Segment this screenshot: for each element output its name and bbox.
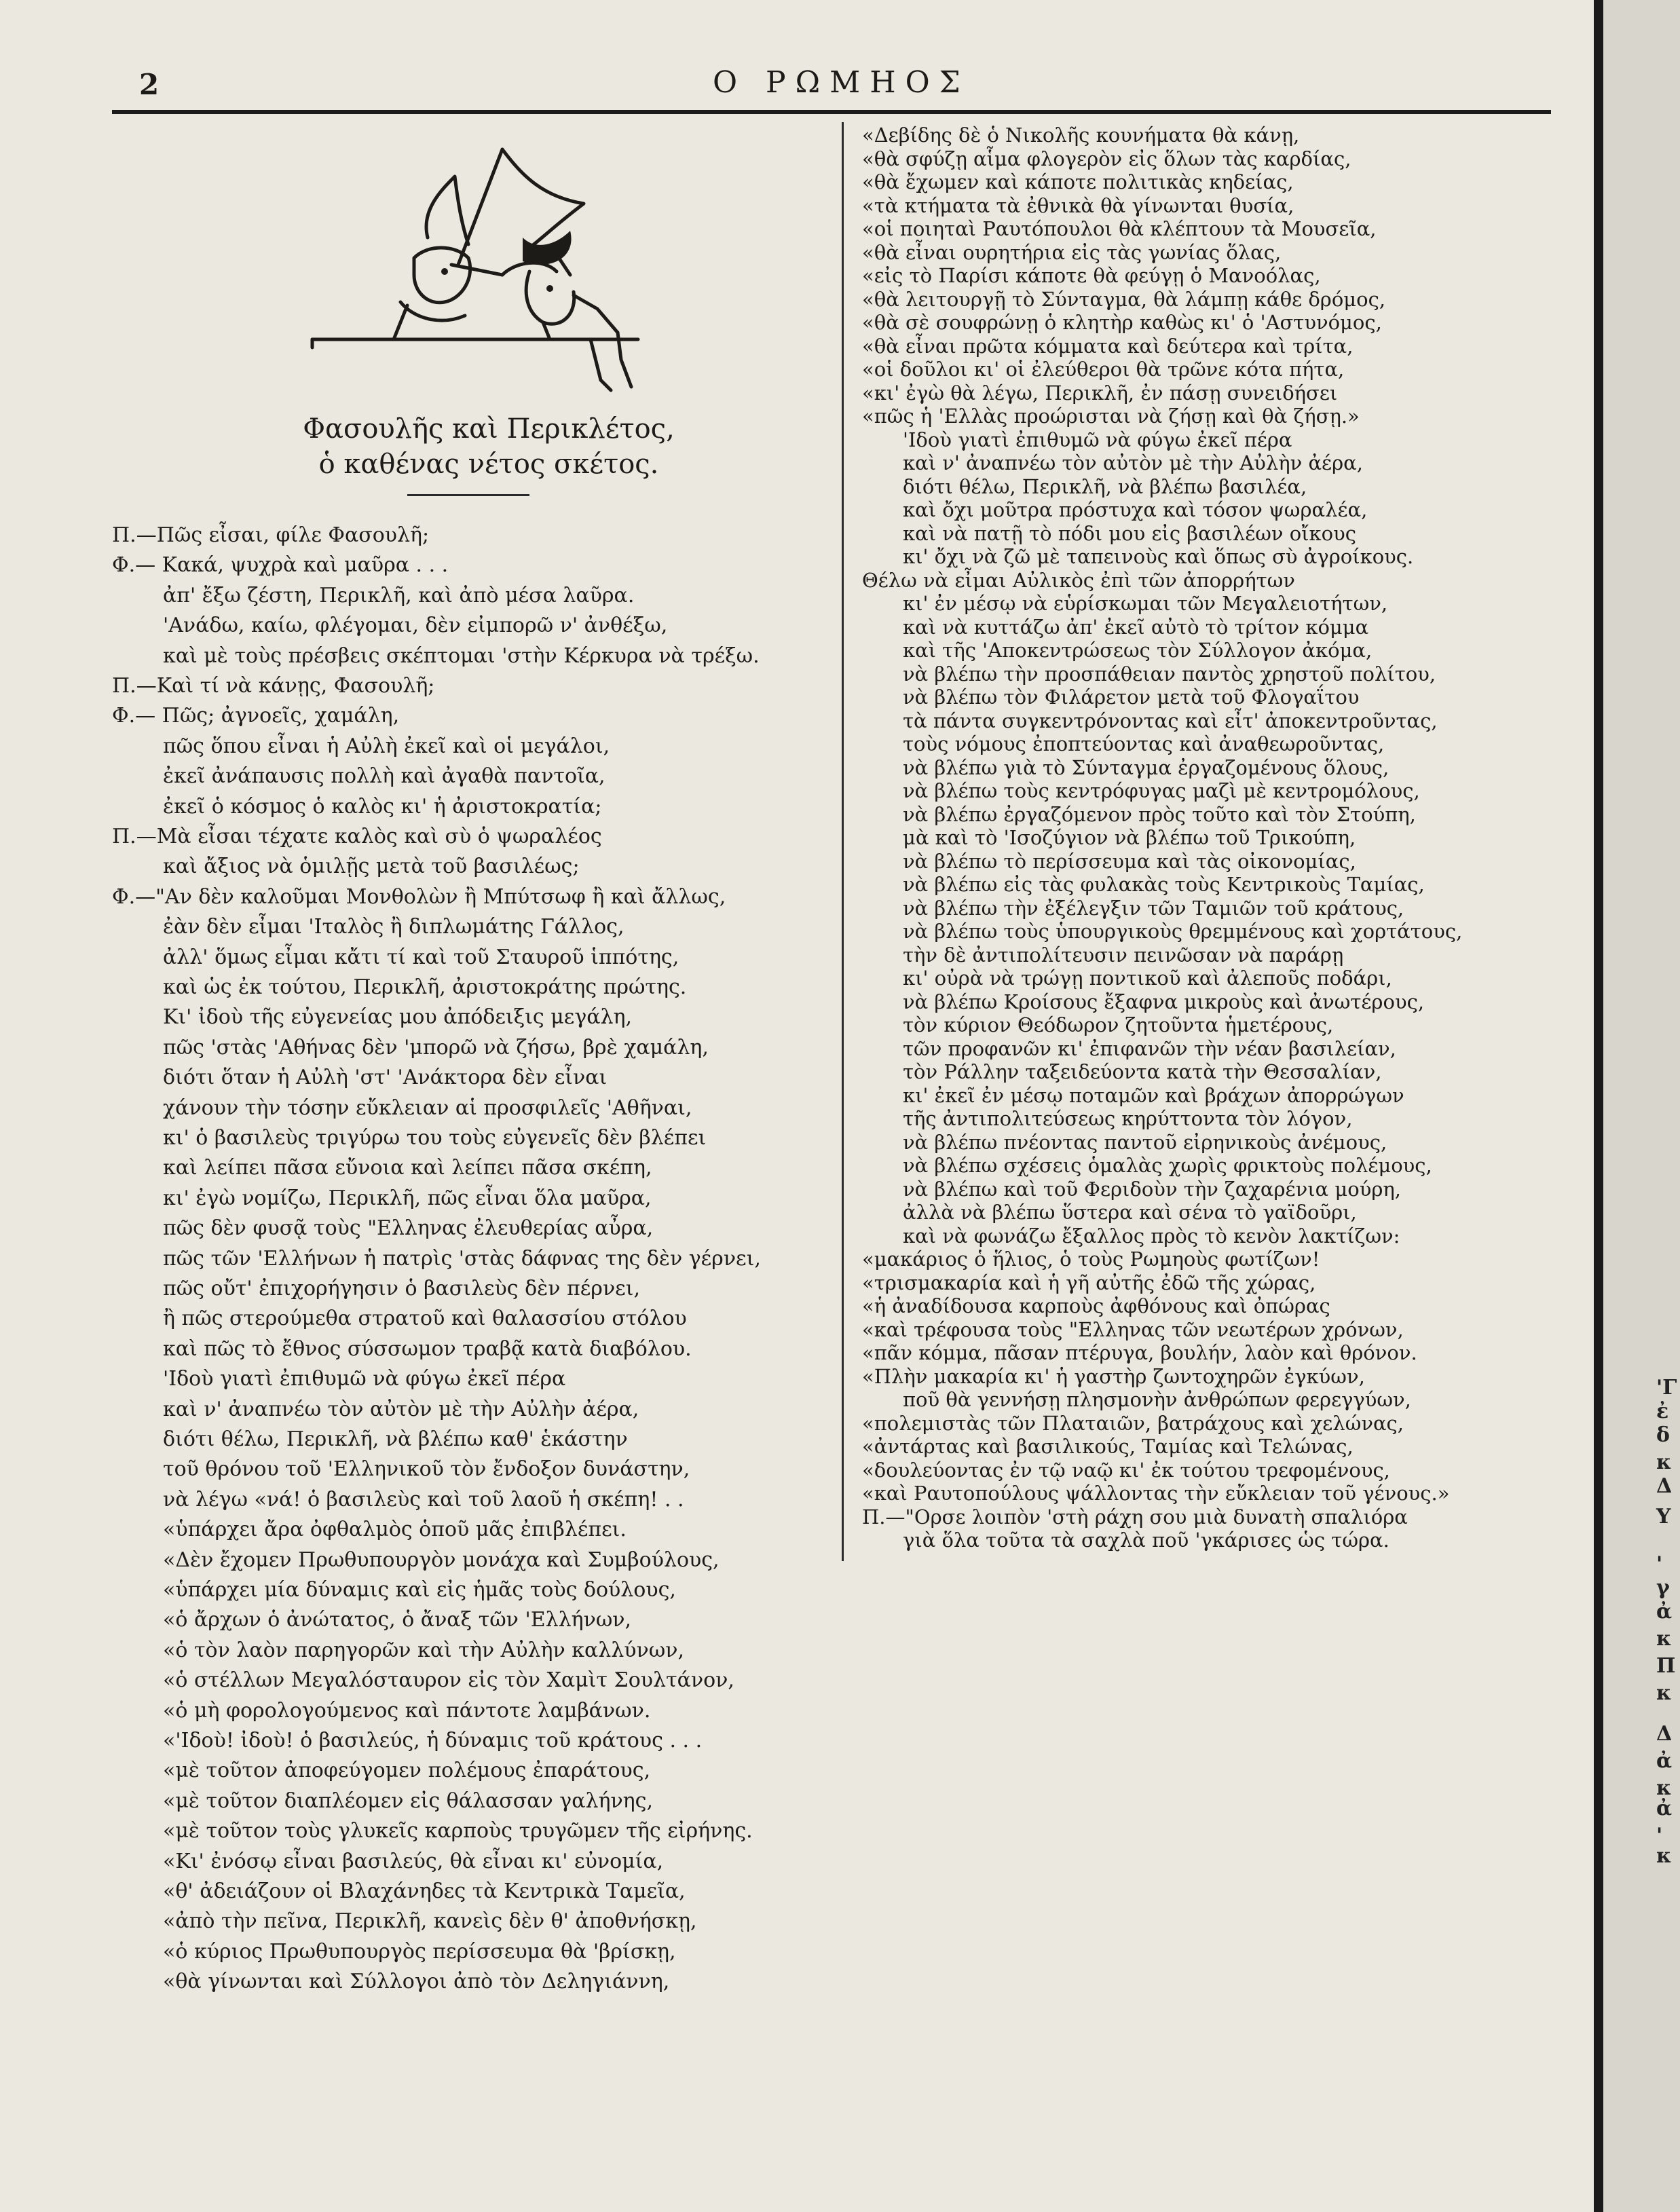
verse-line: καὶ ὡς ἐκ τούτου, Περικλῆ, ἀριστοκράτης πρώτης. [163,975,687,999]
verse-line: Θέλω νὰ εἶμαι Αὐλικὸς ἐπὶ τῶν ἀπορρήτων [862,568,1295,592]
verse-line: νὰ βλέπω γιὰ τὸ Σύνταγμα ἐργαζομένους ὅλους, [903,755,1389,779]
verse-line: «πῶς ἡ 'Ελλὰς προώρισται νὰ ζήσῃ καὶ θὰ ζήσῃ.» [862,405,1360,428]
verse-line: «ἡ ἀναδίδουσα καρποὺς ἀφθόνους καὶ ὀπώρας [862,1294,1330,1317]
verse-line: καὶ νὰ φωνάζω ἔξαλλος πρὸς τὸ κενὸν λακτίζων: [903,1224,1400,1248]
header-rule [112,110,1551,114]
adjacent-page-text-fragment: Δ [1656,1474,1673,1498]
verse-line: 'Ανάδω, καίω, φλέγομαι, δὲν εἰμπορῶ ν' ἀνθέξω, [163,614,668,638]
verse-line: «ὁ ἄρχων ὁ ἀνώτατος, ὁ ἄναξ τῶν 'Ελλήνων, [163,1608,632,1632]
verse-line: νὰ βλέπω σχέσεις ὁμαλὰς χωρὶς φρικτοὺς πολέμους, [903,1154,1432,1177]
verse-line: καὶ πῶς τὸ ἔθνος σύσσωμον τραβᾷ κατὰ διαβόλου. [163,1336,692,1361]
illustration-caption-line-1: Φασουλῆς καὶ Περικλέτος, [303,413,675,445]
verse-line: Κι' ἰδοὺ τῆς εὐγενείας μου ἀπόδειξις μεγάλη, [163,1005,633,1030]
verse-line: «'Ιδοὺ! ἰδοὺ! ὁ βασιλεύς, ἡ δύναμις τοῦ κράτους . . . [163,1729,703,1752]
verse-line: μὰ καὶ τὸ 'Ισοζύγιον νὰ βλέπω τοῦ Τρικούπη, [903,826,1356,849]
verse-line: «θὰ λειτουργῇ τὸ Σύνταγμα, θὰ λάμπῃ κάθε δρόμος, [862,287,1386,311]
verse-line: τὸν Ράλλην ταξειδεύοντα κατὰ τὴν Θεσσαλίαν, [903,1060,1382,1083]
verse-line: νὰ βλέπω τὸν Φιλάρετον μετὰ τοῦ Φλογαΐτου [903,686,1360,709]
verse-line: καὶ νὰ πατῇ τὸ πόδι μου εἰς βασιλέων οἴκους [903,521,1357,545]
verse-line: νὰ βλέπω τὴν προσπάθειαν παντὸς χρηστοῦ πολίτου, [903,662,1436,686]
verse-line: πῶς τῶν 'Ελλήνων ἡ πατρὶς 'στὰς δάφνας της δὲν γέρνει, [163,1246,761,1271]
verse-line: κι' ὄχι νὰ ζῶ μὲ ταπεινοὺς καὶ ὅπως σὺ ἀγροίκους. [903,545,1414,568]
verse-line: διότι ὅταν ἡ Αὐλὴ 'στ' 'Ανάκτορα δὲν εἶναι [163,1066,608,1090]
verse-line: ἐὰν δὲν εἶμαι 'Ιταλὸς ἢ διπλωμάτης Γάλλος, [163,915,624,939]
verse-line: «τὰ κτήματα τὰ ἐθνικὰ θὰ γίνωνται θυσία, [862,193,1294,217]
verse-line: «ὁ μὴ φορολογούμενος καὶ πάντοτε λαμβάνων. [163,1698,651,1723]
verse-line: γιὰ ὅλα τοῦτα τὰ σαχλὰ ποῦ 'γκάρισες ὡς τώρα. [903,1529,1389,1552]
adjacent-page-text-fragment: Υ [1656,1505,1671,1529]
verse-line: «μὲ τοῦτον διαπλέομεν εἰς θάλασσαν γαλήνης, [163,1788,653,1813]
verse-line: «τρισμακαρία καὶ ἡ γῆ αὐτῆς ἐδῶ τῆς χώρας, [862,1271,1316,1294]
adjacent-page-text-fragment: ' [1656,1824,1663,1848]
verse-line: Π.—Καὶ τί νὰ κάνῃς, Φασουλῆ; [112,674,435,698]
verse-line: τοὺς νόμους ἐποπτεύοντας καὶ ἀναθεωροῦντας, [903,732,1385,755]
verse-line: κι' ὁ βασιλεὺς τριγύρω του τοὺς εὐγενεῖς δὲν βλέπει [163,1126,707,1150]
verse-line: «καὶ Ραυτοπούλους ψάλλοντας τὴν εὔκλειαν τοῦ γένους.» [862,1482,1450,1505]
verse-line: τῆς ἀντιπολιτεύσεως κηρύττοντα τὸν λόγον, [903,1107,1353,1130]
page-spine-shadow [1594,0,1603,2212]
verse-line: «ὁ στέλλων Μεγαλόσταυρον εἰς τὸν Χαμὶτ Σουλτάνον, [163,1668,734,1693]
verse-line: «δουλεύοντας ἐν τῷ ναῷ κι' ἐκ τούτου τρεφομένους, [862,1458,1390,1482]
column-divider [842,122,844,1561]
verse-line: «ὁ τὸν λαὸν παρηγορῶν καὶ τὴν Αὐλὴν καλλύνων, [163,1638,685,1662]
verse-line: 'Ιδοὺ γιατὶ ἐπιθυμῶ νὰ φύγω ἐκεῖ πέρα [903,428,1292,451]
verse-line: πῶς ὅπου εἶναι ἡ Αὐλὴ ἐκεῖ καὶ οἱ μεγάλοι, [163,734,610,758]
page-number: 2 [139,68,160,101]
verse-line: «εἰς τὸ Παρίσι κάποτε θὰ φεύγῃ ὁ Μανοόλας, [862,264,1321,287]
verse-line: χάνουν τὴν τόσην εὔκλειαν αἱ προσφιλεῖς 'Αθῆναι, [163,1095,692,1120]
verse-line: κι' ἐν μέσῳ νὰ εὑρίσκωμαι τῶν Μεγαλειοτήτων, [903,592,1388,615]
verse-line: «πολεμιστὰς τῶν Πλαταιῶν, βατράχους καὶ χελώνας, [862,1411,1404,1435]
adjacent-page-text-fragment: Δ [1656,1722,1673,1746]
verse-line: νὰ βλέπω τὸ περίσσευμα καὶ τὰς οἰκονομίας, [903,849,1356,873]
verse-line: «θὰ εἶναι ουρητήρια εἰς τὰς γωνίας ὅλας, [862,240,1282,264]
verse-line: ἐκεῖ ὁ κόσμος ὁ καλὸς κι' ἡ ἀριστοκρατία; [163,794,602,819]
adjacent-page-text-fragment: δ [1656,1423,1670,1447]
verse-line: «θὰ γίνωνται καὶ Σύλλογοι ἀπὸ τὸν Δεληγιάννη, [163,1970,670,1994]
verse-line: «μὲ τοῦτον ἀποφεύγομεν πολέμους ἐπαράτους, [163,1759,651,1783]
verse-line: διότι θέλω, Περικλῆ, νὰ βλέπω βασιλέα, [903,474,1307,498]
verse-line: καὶ μὲ τοὺς πρέσβεις σκέπτομαι 'στὴν Κέρκυρα νὰ τρέξω. [163,643,760,668]
verse-line: «θὰ σὲ σουφρώνῃ ὁ κλητὴρ καθὼς κι' ὁ 'Αστυνόμος, [862,311,1382,334]
verse-line: «πᾶν κόμμα, πᾶσαν πτέρυγα, βουλήν, λαὸν καὶ θρόνον. [862,1341,1417,1364]
verse-line: τῶν προφανῶν κι' ἐπιφανῶν τὴν νέαν βασιλείαν, [903,1036,1396,1060]
verse-line: νὰ βλέπω Κροίσους ἔξαφνα μικροὺς καὶ ἀνωτέρους, [903,990,1425,1013]
verse-line: κι' ἐκεῖ ἐν μέσῳ ποταμῶν καὶ βράχων ἀπορρώγων [903,1083,1404,1107]
verse-line: «μὲ τοῦτον τοὺς γλυκεῖς καρποὺς τρυγῶμεν τῆς εἰρήνης. [163,1819,753,1843]
verse-line: ἀλλ' ὅμως εἶμαι κἄτι τί καὶ τοῦ Σταυροῦ ἱππότης, [163,945,679,969]
verse-line: ποῦ θὰ γεννήσῃ πλησμονὴν ἀνθρώπων φερεγγύων, [903,1388,1411,1411]
verse-line: «Δεβίδης δὲ ὁ Νικολῆς κουνήματα θὰ κάνῃ, [862,124,1300,147]
verse-line: «Κι' ἐνόσῳ εἶναι βασιλεύς, θὰ εἶναι κι' εὐνομία, [163,1849,664,1873]
verse-line: καὶ νὰ κυττάζω ἀπ' ἐκεῖ αὐτὸ τὸ τρίτον κόμμα [903,615,1369,639]
verse-line: νὰ βλέπω εἰς τὰς φυλακὰς τοὺς Κεντρικοὺς Ταμίας, [903,873,1425,896]
verse-line: πῶς δὲν φυσᾷ τοὺς "Ελληνας ἐλευθερίας αὖρα, [163,1216,654,1241]
verse-line: νὰ βλέπω ἐργαζόμενον πρὸς τοῦτο καὶ τὸν Στούπη, [903,802,1416,826]
verse-line: «ἀπὸ τὴν πεῖνα, Περικλῆ, κανεὶς δὲν θ' ἀποθνήσκῃ, [163,1909,697,1934]
adjacent-page-text-fragment: ἀ [1656,1797,1673,1820]
verse-line: Π.—"Ορσε λοιπὸν 'στὴ ράχη σου μιὰ δυνατὴ σπαλιόρα [862,1505,1408,1529]
adjacent-page-text-fragment: κ [1656,1776,1672,1800]
adjacent-page-text-fragment: κ [1656,1450,1672,1474]
verse-line: τὰ πάντα συγκεντρόνοντας καὶ εἶτ' ἀποκεντροῦντας, [903,709,1438,732]
adjacent-page-edge [1594,0,1680,2212]
verse-line: «θ' ἀδειάζουν οἱ Βλαχάνηδες τὰ Κεντρικὰ Ταμεῖα, [163,1879,686,1903]
verse-line: διότι θέλω, Περικλῆ, νὰ βλέπω καθ' ἑκάστην [163,1427,628,1451]
adjacent-page-text-fragment: ἀ [1656,1600,1673,1624]
verse-line: «οἱ ποιηταὶ Ραυτόπουλοι θὰ κλέπτουν τὰ Μουσεῖα, [862,217,1377,240]
verse-line: «μακάριος ὁ ἥλιος, ὁ τοὺς Ρωμηοὺς φωτίζων! [862,1248,1320,1271]
verse-line: Π.—Πῶς εἶσαι, φίλε Φασουλῆ; [112,523,430,547]
adjacent-page-text-fragment: ἐ [1656,1400,1669,1423]
verse-line: «ἀντάρτας καὶ βασιλικούς, Ταμίας καὶ Τελώνας, [862,1435,1354,1458]
adjacent-page-text-fragment: 'Γ [1656,1376,1677,1400]
verse-line: «ὑπάρχει μία δύναμις καὶ εἰς ἡμᾶς τοὺς δούλους, [163,1578,676,1602]
illustration-caption-line-2: ὁ καθένας νέτος σκέτος. [318,449,659,480]
verse-line: νὰ λέγω «νά! ὁ βασιλεὺς καὶ τοῦ λαοῦ ἡ σκέπη! . . [163,1487,684,1512]
adjacent-page-text-fragment: κ [1656,1627,1672,1651]
verse-line: καὶ ὄχι μοῦτρα πρόστυχα καὶ τόσον ψωραλέα, [903,498,1368,521]
verse-line: Φ.— Πῶς; ἀγνοεῖς, χαμάλη, [112,704,400,728]
verse-line: τοῦ θρόνου τοῦ 'Ελληνικοῦ τὸν ἔνδοξον δυνάστην, [163,1457,690,1482]
verse-line: πῶς οὔτ' ἐπιχορήγησιν ὁ βασιλεὺς δὲν πέρνει, [163,1277,641,1300]
verse-line: νὰ βλέπω τὴν ἐξέλεγξιν τῶν Ταμιῶν τοῦ κράτους, [903,896,1404,920]
two-figures-caricature-icon [299,136,652,407]
adjacent-page-text-fragment: ' [1656,1552,1663,1576]
verse-line: καὶ ν' ἀναπνέω τὸν αὐτὸν μὲ τὴν Αὐλὴν ἀέρα, [903,451,1363,474]
verse-line: «ὁ κύριος Πρωθυπουργὸς περίσσευμα θὰ 'βρίσκῃ, [163,1939,676,1964]
verse-line: ἐκεῖ ἀνάπαυσις πολλὴ καὶ ἀγαθὰ παντοῖα, [163,764,605,789]
adjacent-page-text-fragment: Π [1656,1654,1676,1678]
verse-line: καὶ λείπει πᾶσα εὔνοια καὶ λείπει πᾶσα σκέπη, [163,1156,652,1180]
verse-line: τὸν κύριον Θεόδωρον ζητοῦντα ἡμετέρους, [903,1013,1334,1036]
verse-line: καὶ ἄξιος νὰ ὁμιλῇς μετὰ τοῦ βασιλέως; [163,855,580,879]
caption-rule [407,494,529,496]
verse-line: κι' οὐρὰ νὰ τρώγῃ ποντικοῦ καὶ ἀλεποῦς ποδάρι, [903,967,1392,990]
adjacent-page-text-fragment: κ [1656,1681,1672,1705]
verse-line: «Δὲν ἔχομεν Πρωθυπουργὸν μονάχα καὶ Συμβούλους, [163,1548,720,1572]
verse-line: τὴν δὲ ἀντιπολίτευσιν πεινῶσαν νὰ παράρῃ [903,943,1344,967]
verse-line: ἢ πῶς στερούμεθα στρατοῦ καὶ θαλασσίου στόλου [163,1307,687,1331]
verse-line: κι' ἐγὼ νομίζω, Περικλῆ, πῶς εἶναι ὅλα μαῦρα, [163,1186,652,1210]
verse-line: Φ.— Κακά, ψυχρὰ καὶ μαῦρα . . . [112,553,449,578]
verse-line: Π.—Μὰ εἶσαι τέχατε καλὸς καὶ σὺ ὁ ψωραλέος [112,825,602,848]
verse-line: καὶ τῆς 'Αποκεντρώσεως τὸν Σύλλογον ἀκόμα, [903,639,1373,662]
verse-line: 'Ιδοὺ γιατὶ ἐπιθυμῶ νὰ φύγω ἐκεῖ πέρα [163,1367,566,1391]
verse-line: πῶς 'στὰς 'Αθήνας δὲν 'μπορῶ νὰ ζήσω, βρὲ χαμάλη, [163,1035,709,1060]
verse-line: «καὶ τρέφουσα τοὺς "Ελληνας τῶν νεωτέρων χρόνων, [862,1317,1404,1341]
verse-line: νὰ βλέπω τοὺς κεντρόφυγας μαζὶ μὲ κεντρομόλους, [903,779,1420,802]
verse-line: «κι' ἐγὼ θὰ λέγω, Περικλῆ, ἐν πάσῃ συνειδήσει [862,381,1338,405]
masthead-title: Ο ΡΩΜΗΟΣ [713,65,970,100]
verse-line: «Πλὴν μακαρία κι' ἡ γαστὴρ ζωντοχηρῶν ἐγκύων, [862,1364,1365,1388]
verse-line: καὶ ν' ἀναπνέω τὸν αὐτὸν μὲ τὴν Αὐλὴν ἀέρα, [163,1397,639,1421]
verse-line: νὰ βλέπω τοὺς ὑπουργικοὺς θρεμμένους καὶ χορτάτους, [903,920,1463,943]
verse-line: Φ.—"Αν δὲν καλοῦμαι Μονθολὼν ἢ Μπύτσωφ ἢ καὶ ἄλλως, [112,884,726,909]
verse-line: νὰ βλέπω καὶ τοῦ Φεριδοὺν τὴν ζαχαρένια μούρη, [903,1177,1401,1201]
verse-line: «θὰ σφύζῃ αἷμα φλογερὸν εἰς ὅλων τὰς καρδίας, [862,147,1351,170]
verse-line: ἀλλὰ νὰ βλέπω ὕστερα καὶ σένα τὸ γαϊδοῦρι, [903,1201,1357,1224]
verse-line: «θὰ ἔχωμεν καὶ κάποτε πολιτικὰς κηδείας, [862,170,1294,193]
verse-line: «ὑπάρχει ἄρα ὀφθαλμὸς ὁποῦ μᾶς ἐπιβλέπει. [163,1518,627,1542]
adjacent-page-text-fragment: ἀ [1656,1749,1673,1773]
verse-line: νὰ βλέπω πνέοντας παντοῦ εἰρηνικοὺς ἀνέμους, [903,1130,1387,1154]
verse-line: «οἱ δοῦλοι κι' οἱ ἐλεύθεροι θὰ τρῶνε κότα πήτα, [862,358,1345,381]
verse-line: «θὰ εἶναι πρῶτα κόμματα καὶ δεύτερα καὶ τρίτα, [862,334,1354,358]
verse-line: ἀπ' ἔξω ζέστη, Περικλῆ, καὶ ἀπὸ μέσα λαῦρα. [163,583,635,607]
adjacent-page-text-fragment: κ [1656,1844,1672,1868]
adjacent-page-text-fragment: γ [1656,1576,1670,1600]
